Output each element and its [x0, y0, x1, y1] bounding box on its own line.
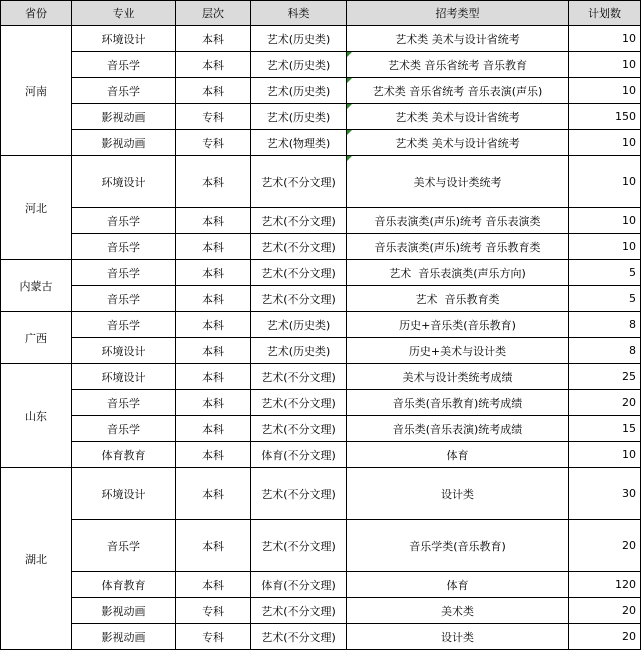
province-cell: 河北 [1, 156, 72, 260]
plan-count-cell: 120 [569, 572, 641, 598]
level-cell: 本科 [176, 468, 251, 520]
plan-count-cell: 10 [569, 442, 641, 468]
category-cell: 艺术(不分文理) [251, 416, 347, 442]
table-row [1, 156, 641, 208]
plan-count-cell: 20 [569, 520, 641, 572]
major-cell: 音乐学 [72, 234, 176, 260]
table-row [1, 624, 641, 650]
major-cell: 音乐学 [72, 78, 176, 104]
level-cell: 本科 [176, 156, 251, 208]
plan-count-cell: 8 [569, 312, 641, 338]
category-cell: 体育(不分文理) [251, 572, 347, 598]
admission-type-cell: 艺术 音乐表演类(声乐方向) [347, 260, 569, 286]
level-cell: 本科 [176, 572, 251, 598]
table-row [1, 416, 641, 442]
admission-type-cell: 艺术类 音乐省统考 音乐教育 [347, 52, 569, 78]
category-cell: 艺术(历史类) [251, 52, 347, 78]
plan-count-cell: 30 [569, 468, 641, 520]
admission-type-cell: 音乐类(音乐教育)统考成绩 [347, 390, 569, 416]
category-cell: 体育(不分文理) [251, 442, 347, 468]
plan-count-cell: 8 [569, 338, 641, 364]
province-cell: 内蒙古 [1, 260, 72, 312]
category-cell: 艺术(物理类) [251, 130, 347, 156]
major-cell: 环境设计 [72, 338, 176, 364]
level-cell: 本科 [176, 208, 251, 234]
level-cell: 本科 [176, 442, 251, 468]
major-cell: 影视动画 [72, 624, 176, 650]
table-row [1, 208, 641, 234]
table-row [1, 104, 641, 130]
category-cell: 艺术(不分文理) [251, 286, 347, 312]
header-row [1, 1, 641, 26]
level-cell: 本科 [176, 78, 251, 104]
plan-count-cell: 20 [569, 390, 641, 416]
admission-type-cell: 历史+音乐类(音乐教育) [347, 312, 569, 338]
admission-type-cell: 设计类 [347, 624, 569, 650]
table-row [1, 52, 641, 78]
header-plan-count: 计划数 [569, 1, 641, 26]
table-row [1, 442, 641, 468]
table-row [1, 260, 641, 286]
plan-count-cell: 20 [569, 624, 641, 650]
plan-count-cell: 25 [569, 364, 641, 390]
admission-type-cell: 体育 [347, 572, 569, 598]
plan-count-cell: 10 [569, 234, 641, 260]
category-cell: 艺术(不分文理) [251, 624, 347, 650]
major-cell: 环境设计 [72, 26, 176, 52]
major-cell: 体育教育 [72, 442, 176, 468]
province-cell: 湖北 [1, 468, 72, 650]
table-row [1, 364, 641, 390]
province-cell: 河南 [1, 26, 72, 156]
admission-type-cell: 艺术类 美术与设计省统考 [347, 130, 569, 156]
major-cell: 影视动画 [72, 104, 176, 130]
admission-type-cell: 音乐学类(音乐教育) [347, 520, 569, 572]
table-row [1, 390, 641, 416]
table-row [1, 598, 641, 624]
admission-type-cell: 设计类 [347, 468, 569, 520]
level-cell: 本科 [176, 364, 251, 390]
level-cell: 本科 [176, 338, 251, 364]
major-cell: 音乐学 [72, 52, 176, 78]
admission-type-cell: 美术与设计类统考成绩 [347, 364, 569, 390]
plan-count-cell: 10 [569, 52, 641, 78]
table-row [1, 286, 641, 312]
level-cell: 本科 [176, 52, 251, 78]
table-row [1, 468, 641, 520]
plan-count-cell: 15 [569, 416, 641, 442]
category-cell: 艺术(不分文理) [251, 598, 347, 624]
header-level: 层次 [176, 1, 251, 26]
major-cell: 音乐学 [72, 260, 176, 286]
major-cell: 体育教育 [72, 572, 176, 598]
header-major: 专业 [72, 1, 176, 26]
table-row [1, 26, 641, 52]
major-cell: 音乐学 [72, 208, 176, 234]
category-cell: 艺术(历史类) [251, 104, 347, 130]
major-cell: 音乐学 [72, 416, 176, 442]
admission-type-cell: 音乐表演类(声乐)统考 音乐表演类 [347, 208, 569, 234]
category-cell: 艺术(历史类) [251, 26, 347, 52]
admission-type-cell: 音乐表演类(声乐)统考 音乐教育类 [347, 234, 569, 260]
admission-type-cell: 艺术类 美术与设计省统考 [347, 104, 569, 130]
major-cell: 影视动画 [72, 598, 176, 624]
admission-type-cell: 艺术类 美术与设计省统考 [347, 26, 569, 52]
table-row [1, 572, 641, 598]
admission-type-cell: 美术与设计类统考 [347, 156, 569, 208]
category-cell: 艺术(历史类) [251, 338, 347, 364]
admission-type-cell: 艺术 音乐教育类 [347, 286, 569, 312]
level-cell: 专科 [176, 624, 251, 650]
plan-count-cell: 5 [569, 260, 641, 286]
table-row [1, 78, 641, 104]
table-row [1, 312, 641, 338]
level-cell: 本科 [176, 312, 251, 338]
major-cell: 环境设计 [72, 468, 176, 520]
table-row [1, 130, 641, 156]
plan-count-cell: 20 [569, 598, 641, 624]
level-cell: 本科 [176, 234, 251, 260]
level-cell: 专科 [176, 104, 251, 130]
table-row [1, 520, 641, 572]
major-cell: 音乐学 [72, 312, 176, 338]
level-cell: 本科 [176, 390, 251, 416]
level-cell: 本科 [176, 416, 251, 442]
province-cell: 广西 [1, 312, 72, 364]
category-cell: 艺术(不分文理) [251, 260, 347, 286]
level-cell: 本科 [176, 520, 251, 572]
major-cell: 音乐学 [72, 286, 176, 312]
category-cell: 艺术(不分文理) [251, 468, 347, 520]
header-admission-type: 招考类型 [347, 1, 569, 26]
category-cell: 艺术(历史类) [251, 78, 347, 104]
level-cell: 本科 [176, 286, 251, 312]
plan-count-cell: 10 [569, 26, 641, 52]
plan-count-cell: 5 [569, 286, 641, 312]
level-cell: 专科 [176, 130, 251, 156]
table-row [1, 234, 641, 260]
category-cell: 艺术(不分文理) [251, 390, 347, 416]
category-cell: 艺术(不分文理) [251, 156, 347, 208]
category-cell: 艺术(不分文理) [251, 520, 347, 572]
plan-count-cell: 10 [569, 156, 641, 208]
major-cell: 环境设计 [72, 156, 176, 208]
major-cell: 环境设计 [72, 364, 176, 390]
level-cell: 本科 [176, 26, 251, 52]
major-cell: 音乐学 [72, 390, 176, 416]
category-cell: 艺术(不分文理) [251, 234, 347, 260]
admission-type-cell: 历史+美术与设计类 [347, 338, 569, 364]
level-cell: 本科 [176, 260, 251, 286]
admission-type-cell: 美术类 [347, 598, 569, 624]
category-cell: 艺术(不分文理) [251, 208, 347, 234]
header-province: 省份 [1, 1, 72, 26]
admission-type-cell: 体育 [347, 442, 569, 468]
admission-type-cell: 艺术类 音乐省统考 音乐表演(声乐) [347, 78, 569, 104]
plan-count-cell: 10 [569, 130, 641, 156]
plan-count-cell: 10 [569, 208, 641, 234]
table-row [1, 338, 641, 364]
category-cell: 艺术(不分文理) [251, 364, 347, 390]
province-cell: 山东 [1, 364, 72, 468]
plan-count-cell: 10 [569, 78, 641, 104]
major-cell: 影视动画 [72, 130, 176, 156]
plan-count-cell: 150 [569, 104, 641, 130]
level-cell: 专科 [176, 598, 251, 624]
major-cell: 音乐学 [72, 520, 176, 572]
header-category: 科类 [251, 1, 347, 26]
category-cell: 艺术(历史类) [251, 312, 347, 338]
admission-type-cell: 音乐类(音乐表演)统考成绩 [347, 416, 569, 442]
